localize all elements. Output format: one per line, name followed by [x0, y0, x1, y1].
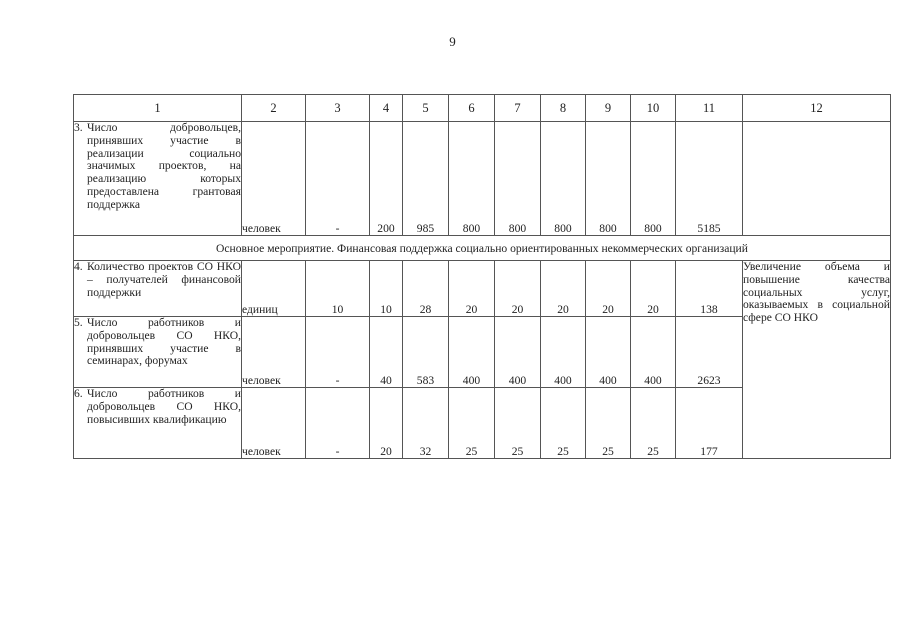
column-number: 12: [743, 95, 891, 122]
table-row: [74, 122, 891, 236]
value-cell: 40: [370, 317, 403, 388]
total-cell: 2623: [676, 317, 743, 388]
column-number: 7: [495, 95, 541, 122]
column-number: 8: [541, 95, 586, 122]
column-number: 4: [370, 95, 403, 122]
value-cell: 25: [495, 388, 541, 459]
section-row: [74, 236, 891, 261]
value-cell: 25: [586, 388, 631, 459]
page-number: 9: [449, 34, 456, 49]
indicator-name-cell: [74, 122, 242, 236]
value-cell: 400: [449, 317, 495, 388]
column-number: 11: [676, 95, 743, 122]
value-cell: 20: [631, 261, 676, 317]
value-cell: 400: [586, 317, 631, 388]
row-index: 6.: [74, 387, 83, 400]
result-cell: [743, 122, 891, 236]
value-cell: 20: [495, 261, 541, 317]
value-cell: -: [306, 388, 370, 459]
column-number: 9: [586, 95, 631, 122]
value-cell: -: [306, 122, 370, 236]
row-index: 4.: [74, 260, 83, 273]
value-cell: 20: [586, 261, 631, 317]
indicator-name-cell: [74, 317, 242, 388]
unit-cell: единиц: [242, 261, 306, 317]
indicator-name: Количество проектов СО НКО – получателей финансовой поддержки: [87, 260, 241, 299]
column-number: 3: [306, 95, 370, 122]
value-cell: 200: [370, 122, 403, 236]
value-cell: 10: [370, 261, 403, 317]
unit-cell: человек: [242, 388, 306, 459]
section-title: Основное мероприятие. Финансовая поддержка социально ориентированных некоммерческих организаций: [74, 236, 891, 261]
row-index: 5.: [74, 316, 83, 329]
value-cell: 985: [403, 122, 449, 236]
column-number: 5: [403, 95, 449, 122]
total-cell: 177: [676, 388, 743, 459]
column-number: 6: [449, 95, 495, 122]
value-cell: 20: [541, 261, 586, 317]
column-number: 1: [74, 95, 242, 122]
value-cell: 800: [495, 122, 541, 236]
column-number: 10: [631, 95, 676, 122]
value-cell: -: [306, 317, 370, 388]
value-cell: 400: [541, 317, 586, 388]
group-result-cell: Увеличение объема и повышение качества социальных услуг, оказываемых в социальной сфере СО НКО: [743, 261, 891, 459]
column-number: 2: [242, 95, 306, 122]
value-cell: 400: [631, 317, 676, 388]
value-cell: 28: [403, 261, 449, 317]
value-cell: 10: [306, 261, 370, 317]
indicator-name-cell: [74, 388, 242, 459]
indicator-name-cell: [74, 261, 242, 317]
value-cell: 800: [586, 122, 631, 236]
row-index: 3.: [74, 121, 83, 134]
indicator-name: Число работников и добровольцев СО НКО, повысивших квалификацию: [87, 387, 241, 426]
value-cell: 25: [631, 388, 676, 459]
indicator-name: Число работников и добровольцев СО НКО, принявших участие в семинарах, форумах: [87, 316, 241, 368]
unit-cell: человек: [242, 317, 306, 388]
value-cell: 800: [541, 122, 586, 236]
column-number-row: [74, 95, 891, 122]
value-cell: 20: [370, 388, 403, 459]
value-cell: 800: [631, 122, 676, 236]
table-row: [74, 261, 891, 317]
indicator-name: Число добровольцев, принявших участие в реализации социально значимых проектов, на реализацию которых предоставлена грантовая поддержка: [87, 121, 241, 211]
indicators-table: [73, 94, 891, 459]
value-cell: 400: [495, 317, 541, 388]
value-cell: 25: [449, 388, 495, 459]
unit-cell: человек: [242, 122, 306, 236]
value-cell: 32: [403, 388, 449, 459]
total-cell: 5185: [676, 122, 743, 236]
value-cell: 800: [449, 122, 495, 236]
value-cell: 25: [541, 388, 586, 459]
value-cell: 583: [403, 317, 449, 388]
value-cell: 20: [449, 261, 495, 317]
total-cell: 138: [676, 261, 743, 317]
